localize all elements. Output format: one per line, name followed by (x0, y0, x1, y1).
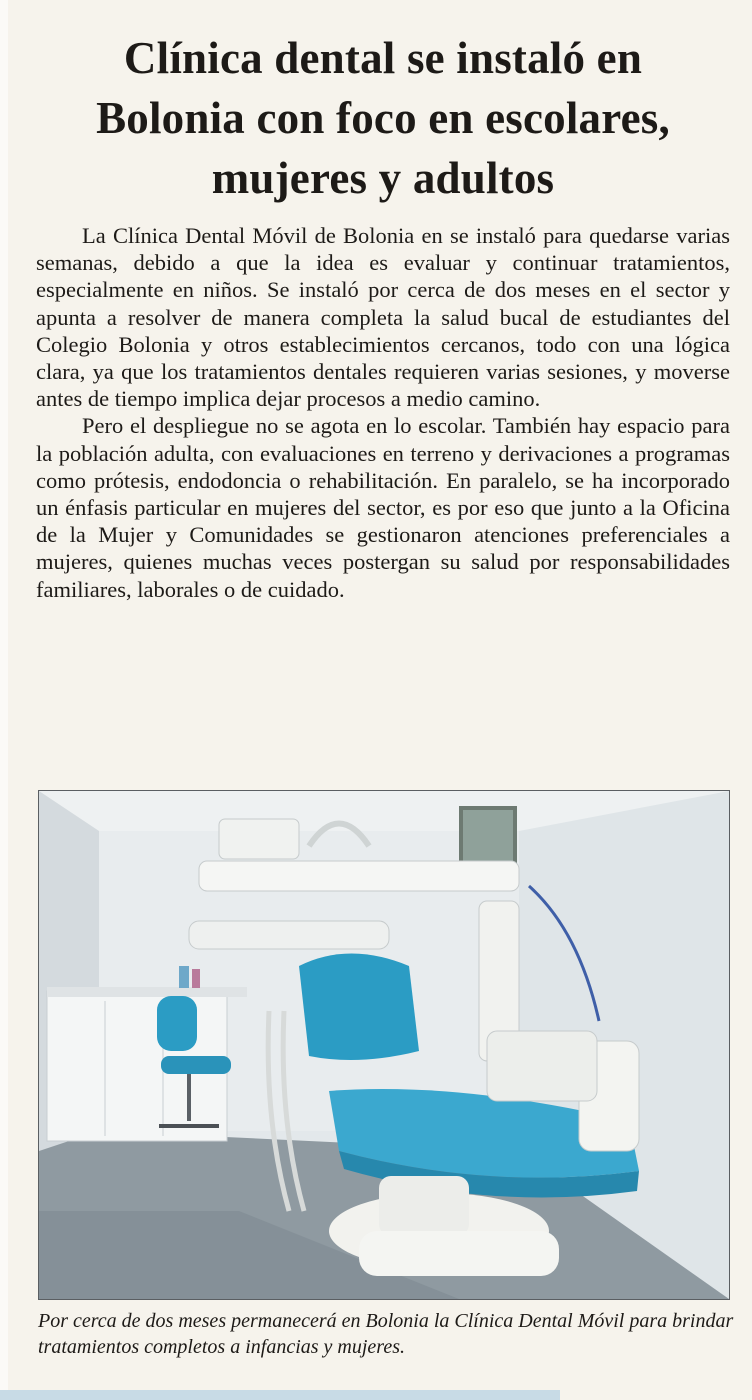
paragraph: La Clínica Dental Móvil de Bolonia en se instaló para quedarse varias semanas, debido a que la idea es evaluar y continuar tratamientos, especialmente en niños. Se instaló por cerca de dos meses en el sector y apunta a resolver de manera completa la salud bucal de estudiantes del Colegio Bolonia y otros establecimientos cercanos, todo con una lógica clara, ya que los tratamientos dentales requieren varias sesiones, y moverse antes de tiempo implica dejar procesos a medio camino. (36, 223, 730, 412)
photo-caption: Por cerca de dos meses permanecerá en Bolonia la Clínica Dental Móvil para brindar tratamientos completos a infancias y mujeres. (38, 1310, 734, 1358)
headline (36, 28, 730, 208)
headline-line: Bolonia con foco en escolares, (96, 93, 670, 143)
headline-line: Clínica dental se instaló en (123, 33, 643, 83)
article-body (36, 222, 730, 603)
dental-clinic-photo (38, 790, 730, 1300)
photo-illustration (39, 791, 729, 1299)
headline-line: mujeres y adultos (211, 153, 555, 203)
paragraph: Pero el despliegue no se agota en lo escolar. También hay espacio para la población adulta, con evaluaciones en terreno y derivaciones a programas como prótesis, endodoncia o rehabilitación. En paralelo, se ha incorporado un énfasis particular en mujeres del sector, es por eso que junto a la Oficina de la Mujer y Comunidades se gestionaron atenciones preferenciales a mujeres, quienes muchas veces postergan su salud por responsabilidades familiares, laborales o de cuidado. (36, 413, 730, 602)
bottom-strip (0, 1390, 560, 1400)
